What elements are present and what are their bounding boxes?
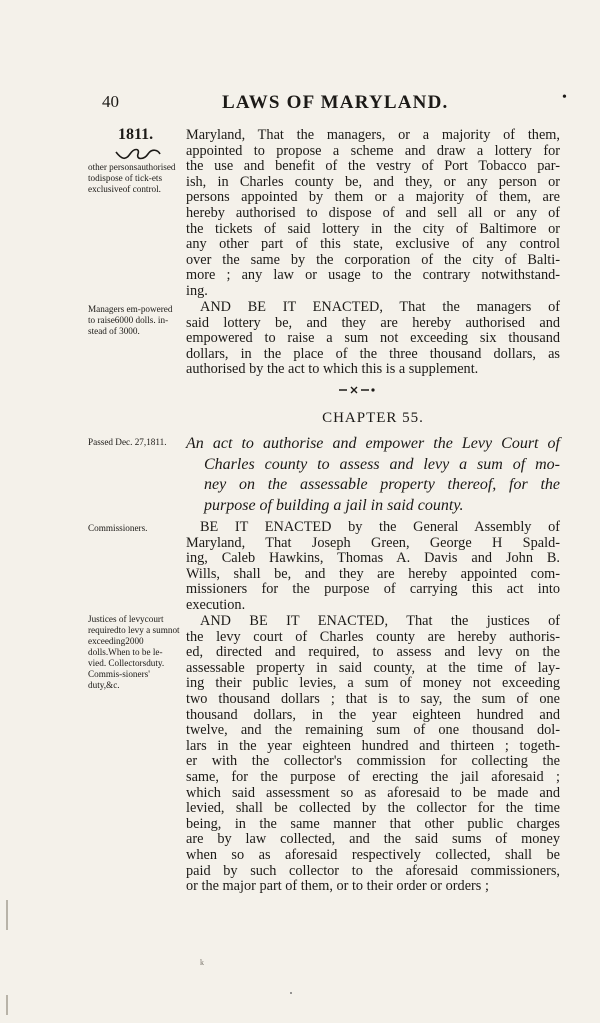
margin-line: not exceeding bbox=[88, 625, 180, 646]
margin-line: Commissioners. bbox=[88, 523, 148, 533]
body-line: BE IT ENACTED by the General Assembly of bbox=[200, 519, 560, 535]
margin-line: ets exclusive bbox=[88, 173, 163, 194]
margin-line: sioners' duty, bbox=[88, 669, 150, 690]
margin-line: 1811. bbox=[146, 437, 167, 447]
margin-line: When to be le- bbox=[108, 647, 163, 657]
page-edge-mark bbox=[6, 900, 8, 930]
swash-ornament-icon bbox=[114, 148, 162, 160]
body-line: over the same by the corporation of the city of Balti- bbox=[186, 251, 560, 268]
paragraph-1 bbox=[186, 128, 560, 300]
ink-mark: • bbox=[562, 90, 567, 105]
margin-line: Managers em- bbox=[88, 304, 141, 314]
act-title bbox=[186, 434, 560, 516]
body-line: the tickets of said lottery in the city of Baltimore or bbox=[186, 220, 560, 237]
margin-line: 2000 dolls. bbox=[88, 636, 144, 657]
body-line: levied, shall be collected by the collector for the time bbox=[186, 800, 560, 817]
margin-year: 1811. bbox=[118, 126, 154, 143]
body-line: or the major part of them, or to their order or orders ; bbox=[186, 878, 489, 895]
body-line: two thousand dollars ; that is to say, the sum of one bbox=[186, 690, 560, 707]
body-line: AND BE IT ENACTED, That the justices of bbox=[200, 613, 560, 629]
margin-line: of control. bbox=[122, 184, 161, 194]
margin-note-passed bbox=[88, 437, 180, 448]
body-line: when so as aforesaid respectively collected, shall be bbox=[186, 846, 560, 863]
margin-line: 6000 dolls. in- bbox=[114, 315, 169, 325]
margin-note-managers bbox=[88, 304, 180, 337]
body-line: being, in the same manner that other public charges bbox=[186, 815, 560, 832]
body-line: Wills, shall be, and they are hereby appointed com- bbox=[186, 565, 560, 582]
body-line: er with the collector's commission for collecting the bbox=[186, 753, 560, 770]
paragraph-3 bbox=[186, 520, 560, 614]
paragraph-2 bbox=[186, 300, 560, 378]
body-line: ing, Caleb Hawkins, Thomas A. Davis and John B. bbox=[186, 550, 560, 567]
margin-line: Passed Dec. 27, bbox=[88, 437, 147, 447]
margin-note-tickets bbox=[88, 162, 180, 195]
body-line: are by law collected, and the said sums of money bbox=[186, 831, 560, 848]
body-line: lars in the year eighteen hundred and thirteen ; togeth- bbox=[186, 737, 560, 754]
body-line: paid by such collector to the aforesaid commissioners, bbox=[186, 862, 560, 879]
margin-line: vied. Collectors bbox=[88, 658, 147, 668]
margin-note-commissioners bbox=[88, 523, 180, 534]
margin-line: Justices of levy bbox=[88, 614, 145, 624]
body-line: same, for the purpose of erecting the jail aforesaid ; bbox=[186, 768, 560, 785]
margin-line: court required bbox=[88, 614, 164, 635]
page-header bbox=[0, 92, 600, 116]
body-line: more ; any law or usage to the contrary notwithstand- bbox=[186, 267, 560, 284]
body-line: dollars, in the place of the three thousand dollars, as bbox=[186, 345, 560, 362]
stray-mark: k bbox=[200, 958, 204, 967]
margin-line: authorised to bbox=[88, 162, 176, 183]
margin-line: &c. bbox=[106, 680, 120, 690]
body-line: appointed to propose a scheme and draw a lottery for bbox=[186, 142, 560, 159]
body-line: empowered to raise a sum not exceeding six thousand bbox=[186, 330, 560, 347]
body-line: missioners for the purpose of carrying this act into bbox=[186, 581, 560, 598]
body-line: ed, directed and required, to assess and levy on the bbox=[186, 644, 560, 661]
body-line: ing. bbox=[186, 282, 208, 299]
title-line: purpose of building a jail in said county. bbox=[204, 496, 464, 514]
section-ornament-icon bbox=[337, 385, 377, 395]
body-line: AND BE IT ENACTED, That the managers of bbox=[200, 299, 560, 315]
body-line: persons appointed by them or a majority of them, are bbox=[186, 189, 560, 206]
body-line: Maryland, That Joseph Green, George H Spald- bbox=[186, 534, 560, 551]
page-number: 40 bbox=[102, 92, 119, 111]
title-line: Charles county to assess and levy a sum of mo- bbox=[204, 455, 560, 473]
paragraph-4 bbox=[186, 614, 560, 895]
body-line: twelve, and the remaining sum of one thousand dol- bbox=[186, 722, 560, 739]
body-line: hereby authorised to dispose of and sell all or any of bbox=[186, 204, 560, 221]
body-line: ish, in Charles county be, and they, or any person or bbox=[186, 173, 560, 190]
body-line: which said assessment so as aforesaid to be made and bbox=[186, 784, 560, 801]
body-line: ing their public levies, a sum of money not exceeding bbox=[186, 675, 560, 692]
margin-line: stead of 3000. bbox=[88, 326, 140, 336]
chapter-heading: CHAPTER 55. bbox=[322, 410, 424, 426]
margin-line: duty. Commis- bbox=[88, 658, 165, 679]
body-line: the use and benefit of the vestry of Port Tobacco par- bbox=[186, 158, 560, 175]
body-line: said lottery be, and they are hereby authorised and bbox=[186, 314, 560, 331]
body-line: execution. bbox=[186, 596, 246, 613]
margin-line: other persons bbox=[88, 162, 138, 172]
margin-line: to levy a sum bbox=[118, 625, 168, 635]
margin-line: powered to raise bbox=[88, 304, 173, 325]
margin-note-justices bbox=[88, 614, 180, 691]
page-edge-mark bbox=[6, 995, 8, 1015]
body-line: any other part of this state, exclusive of any control bbox=[186, 236, 560, 253]
body-line: assessable property in said county, at the time of lay- bbox=[186, 659, 560, 676]
title-line: ney on the assessable property thereof, for the bbox=[204, 476, 560, 493]
margin-line: dispose of tick- bbox=[95, 173, 152, 183]
body-line: Maryland, That the managers, or a majority of them, bbox=[186, 127, 560, 143]
title-line: An act to authorise and empower the Levy Court of bbox=[186, 435, 560, 452]
body-line: thousand dollars, in the year eighteen hundred and bbox=[186, 706, 560, 723]
body-line: the levy court of Charles county are hereby authoris- bbox=[186, 628, 560, 645]
body-line: authorised by the act to which this is a supplement. bbox=[186, 361, 479, 378]
running-title: LAWS OF MARYLAND. bbox=[222, 92, 449, 113]
speck bbox=[290, 992, 292, 994]
